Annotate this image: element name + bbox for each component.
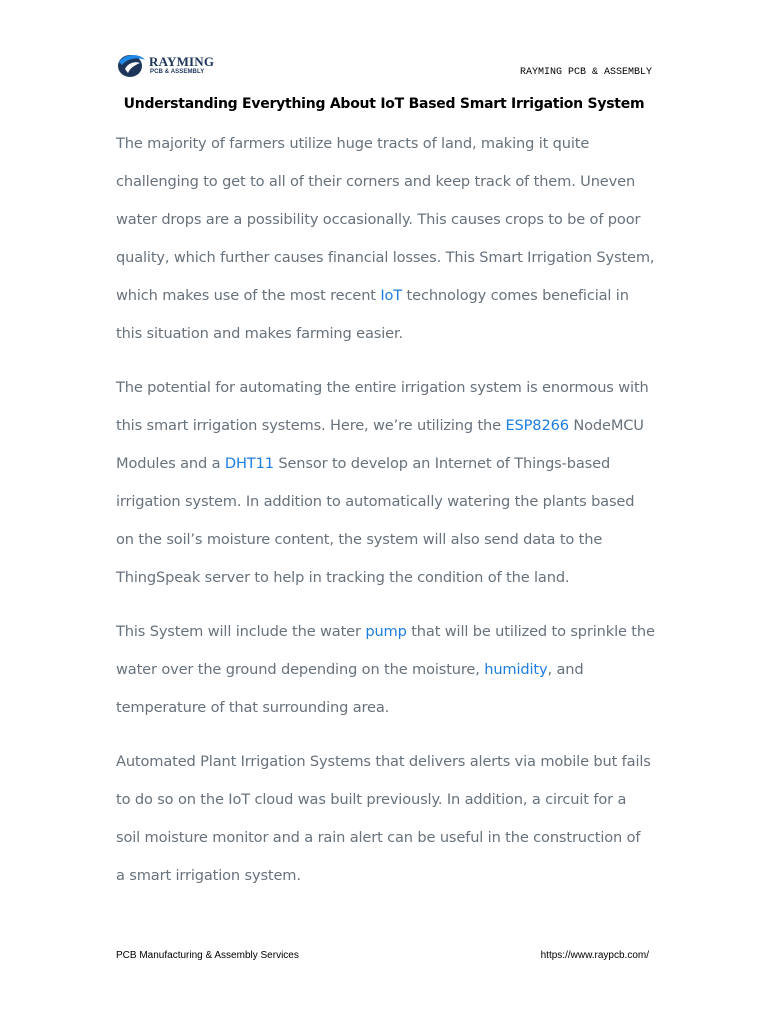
- text-segment: , and: [547, 661, 584, 678]
- inline-link[interactable]: IoT: [380, 287, 403, 304]
- text-segment: on the soil’s moisture content, the system will also send data to the: [116, 531, 603, 548]
- header-company-name: RAYMING PCB & ASSEMBLY: [519, 67, 652, 78]
- text-segment: Automated Plant Irrigation Systems that delivers alerts via mobile but fails: [116, 753, 651, 770]
- paragraph: [116, 743, 656, 895]
- text-line: [116, 819, 656, 857]
- text-line: [116, 781, 656, 819]
- text-line: [116, 163, 656, 201]
- text-line: [116, 201, 656, 239]
- text-segment: The majority of farmers utilize huge tracts of land, making it quite: [116, 135, 590, 152]
- document-title: Understanding Everything About IoT Based Smart Irrigation System: [123, 96, 645, 112]
- logo-name: RAYMING: [149, 54, 215, 69]
- text-segment: ThingSpeak server to help in tracking the condition of the land.: [116, 569, 570, 586]
- text-line: [116, 743, 656, 781]
- logo-tagline: PCB & ASSEMBLY: [150, 69, 205, 75]
- footer-services: PCB Manufacturing & Assembly Services: [116, 950, 299, 961]
- inline-link[interactable]: ESP8266: [505, 417, 569, 434]
- text-segment: Modules and a: [116, 455, 225, 472]
- text-line: [116, 445, 656, 483]
- text-segment: technology comes beneficial in: [402, 287, 629, 304]
- paragraph: [116, 125, 656, 353]
- rayming-logo: [116, 51, 226, 79]
- text-segment: This System will include the water: [116, 623, 366, 640]
- inline-link[interactable]: DHT11: [224, 455, 274, 472]
- paragraph: [116, 369, 656, 597]
- text-segment: The potential for automating the entire irrigation system is enormous with: [116, 379, 649, 396]
- text-segment: this situation and makes farming easier.: [116, 325, 403, 342]
- text-segment: a smart irrigation system.: [116, 867, 301, 884]
- document-body: [116, 125, 656, 911]
- text-line: [116, 239, 656, 277]
- text-line: [116, 483, 656, 521]
- text-line: [116, 651, 656, 689]
- text-segment: NodeMCU: [568, 417, 644, 434]
- text-segment: challenging to get to all of their corners and keep track of them. Uneven: [116, 173, 636, 190]
- inline-link[interactable]: humidity: [484, 661, 548, 678]
- text-line: [116, 277, 656, 315]
- text-segment: to do so on the IoT cloud was built previously. In addition, a circuit for a: [116, 791, 627, 808]
- text-segment: that will be utilized to sprinkle the: [406, 623, 655, 640]
- paragraph: [116, 613, 656, 727]
- inline-link[interactable]: pump: [365, 623, 407, 640]
- text-segment: which makes use of the most recent: [116, 287, 381, 304]
- text-segment: water drops are a possibility occasionally. This causes crops to be of poor: [116, 211, 641, 228]
- text-segment: soil moisture monitor and a rain alert can be useful in the construction of: [116, 829, 641, 846]
- text-segment: irrigation system. In addition to automatically watering the plants based: [116, 493, 635, 510]
- text-line: [116, 689, 656, 727]
- text-segment: Sensor to develop an Internet of Things-based: [273, 455, 611, 472]
- text-line: [116, 857, 656, 895]
- text-line: [116, 559, 656, 597]
- rayming-logo-icon: [116, 51, 146, 79]
- text-line: [116, 407, 656, 445]
- footer-url: https://www.raypcb.com/: [540, 950, 649, 961]
- text-line: [116, 125, 656, 163]
- text-line: [116, 521, 656, 559]
- text-segment: quality, which further causes financial losses. This Smart Irrigation System,: [116, 249, 655, 266]
- text-line: [116, 613, 656, 651]
- text-segment: this smart irrigation systems. Here, we’re utilizing the: [116, 417, 506, 434]
- text-segment: water over the ground depending on the moisture,: [116, 661, 485, 678]
- text-line: [116, 315, 656, 353]
- text-line: [116, 369, 656, 407]
- text-segment: temperature of that surrounding area.: [116, 699, 390, 716]
